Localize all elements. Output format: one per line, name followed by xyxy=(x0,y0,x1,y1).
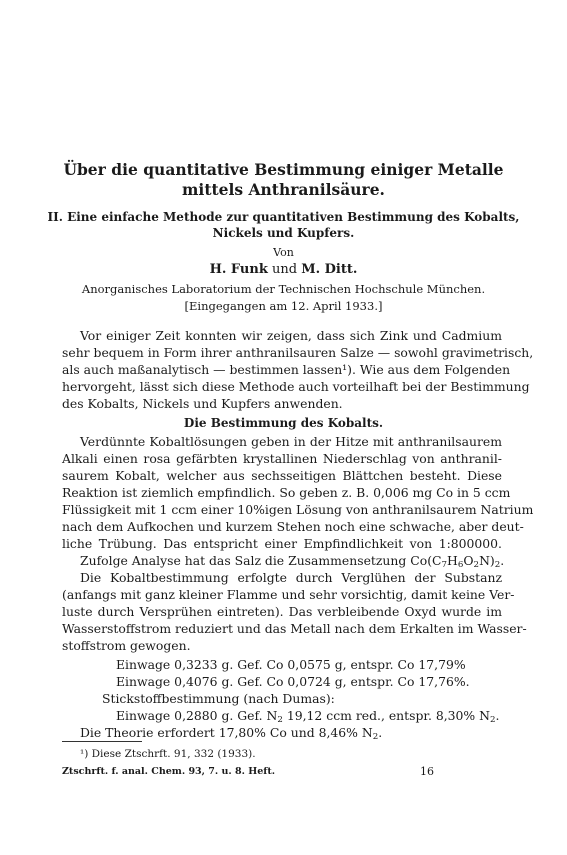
footnote-rule xyxy=(62,741,142,742)
subtitle-line-2: Nickels und Kupfers. xyxy=(212,226,355,240)
received-date: [Eingegangen am 12. April 1933.] xyxy=(184,299,383,313)
result-row-3 xyxy=(116,708,500,726)
formula-subscript: 6 xyxy=(457,560,464,571)
author-conjunction: und xyxy=(267,262,302,277)
row3-text: . xyxy=(495,708,500,723)
row3-subscript: 2 xyxy=(277,715,283,726)
formula-part: N) xyxy=(479,553,495,568)
formula-part: Co(C xyxy=(410,553,442,568)
intro-line-3: als auch maßanalytisch — bestimmen lassen¹). Wie aus dem Folgenden xyxy=(62,362,511,377)
row3-text: Einwage 0,2880 g. Gef. N xyxy=(116,708,278,723)
result-row-1: Einwage 0,3233 g. Gef. Co 0,0575 g, entspr. Co 17,79% xyxy=(116,657,466,672)
result-row-2: Einwage 0,4076 g. Gef. Co 0,0724 g, entspr. Co 17,76%. xyxy=(116,674,470,689)
para2-line-5: Flüssigkeit mit 1 ccm einer 10%igen Lösung von anthranilsaurem Natrium xyxy=(62,502,534,517)
para2-line-6: nach dem Aufkochen und kurzem Stehen noch eine schwache, aber deut- xyxy=(62,519,524,534)
row3-text: 19,12 ccm red., entspr. 8,30% N xyxy=(282,708,490,723)
authors xyxy=(0,262,567,277)
running-footer-journal: Ztschrft. f. anal. Chem. 93, 7. u. 8. Heft. xyxy=(62,766,276,777)
para2-line-2: Alkali einen rosa gefärbten krystallinen Niederschlag von anthranil- xyxy=(62,451,502,466)
title-line-1: Über die quantitative Bestimmung einiger Metalle xyxy=(63,160,504,179)
para4-line-1: Die Kobaltbestimmung erfolgte durch Verglühen der Substanz xyxy=(80,570,502,585)
formula-part: O xyxy=(463,553,474,568)
formula-part: H xyxy=(447,553,458,568)
author-1: H. Funk xyxy=(209,262,268,277)
para4-line-2: (anfangs mit ganz kleiner Flamme und sehr vorsichtig, damit keine Ver- xyxy=(62,587,515,602)
page-number: 16 xyxy=(420,765,434,778)
section-heading: Die Bestimmung des Kobalts. xyxy=(183,416,384,430)
intro-line-5: des Kobalts, Nickels und Kupfers anwenden. xyxy=(62,396,343,411)
formula-subscript: 2 xyxy=(494,560,501,571)
intro-line-4: hervorgeht, lässt sich diese Methode auch vorteilhaft bei der Bestimmung xyxy=(62,379,530,394)
theory-text: Die Theorie erfordert 17,80% Co und 8,46% N xyxy=(80,725,373,740)
subtitle-line-1: II. Eine einfache Methode zur quantitativen Bestimmung des Kobalts, xyxy=(47,210,520,224)
para2-line-1: Verdünnte Kobaltlösungen geben in der Hitze mit anthranilsaurem xyxy=(80,434,502,449)
para4-line-5: stoffstrom gewogen. xyxy=(62,638,191,653)
para4-line-3: luste durch Versprühen eintreten). Das verbleibende Oxyd wurde im xyxy=(62,604,502,619)
formula-subscript: 7 xyxy=(441,560,448,571)
formula-subscript: 2 xyxy=(473,560,480,571)
footnote: ¹) Diese Ztschrft. 91, 332 (1933). xyxy=(80,748,256,760)
theory-text: . xyxy=(378,725,383,740)
para2-line-7: liche Trübung. Das entspricht einer Empfindlichkeit von 1:800000. xyxy=(62,536,502,551)
row3-subscript: 2 xyxy=(490,715,496,726)
para2-line-3: saurem Kobalt, welcher aus sechsseitigen Blättchen besteht. Diese xyxy=(62,468,502,483)
nitrogen-label: Stickstoffbestimmung (nach Dumas): xyxy=(102,691,335,706)
author-2: M. Ditt. xyxy=(301,262,358,277)
institution: Anorganisches Laboratorium der Technischen Hochschule München. xyxy=(81,282,486,296)
byline-von: Von xyxy=(273,246,294,259)
para4-line-4: Wasserstoffstrom reduziert und das Metall nach dem Erkalten im Wasser- xyxy=(62,621,527,636)
formula-end: . xyxy=(500,553,505,568)
intro-line-2: sehr bequem in Form ihrer anthranilsauren Salze — sowohl gravimetrisch, xyxy=(62,345,534,360)
title-line-2: mittels Anthranilsäure. xyxy=(182,180,385,199)
para3-composition xyxy=(80,553,505,571)
theory-subscript: 2 xyxy=(372,732,379,743)
para2-line-4: Reaktion ist ziemlich empfindlich. So geben z. B. 0,006 mg Co in 5 ccm xyxy=(62,485,511,500)
composition-text: Zufolge Analyse hat das Salz die Zusammensetzung xyxy=(80,553,411,568)
theory-line xyxy=(80,725,383,743)
intro-line-1: Vor einiger Zeit konnten wir zeigen, dass sich Zink und Cadmium xyxy=(80,328,502,343)
